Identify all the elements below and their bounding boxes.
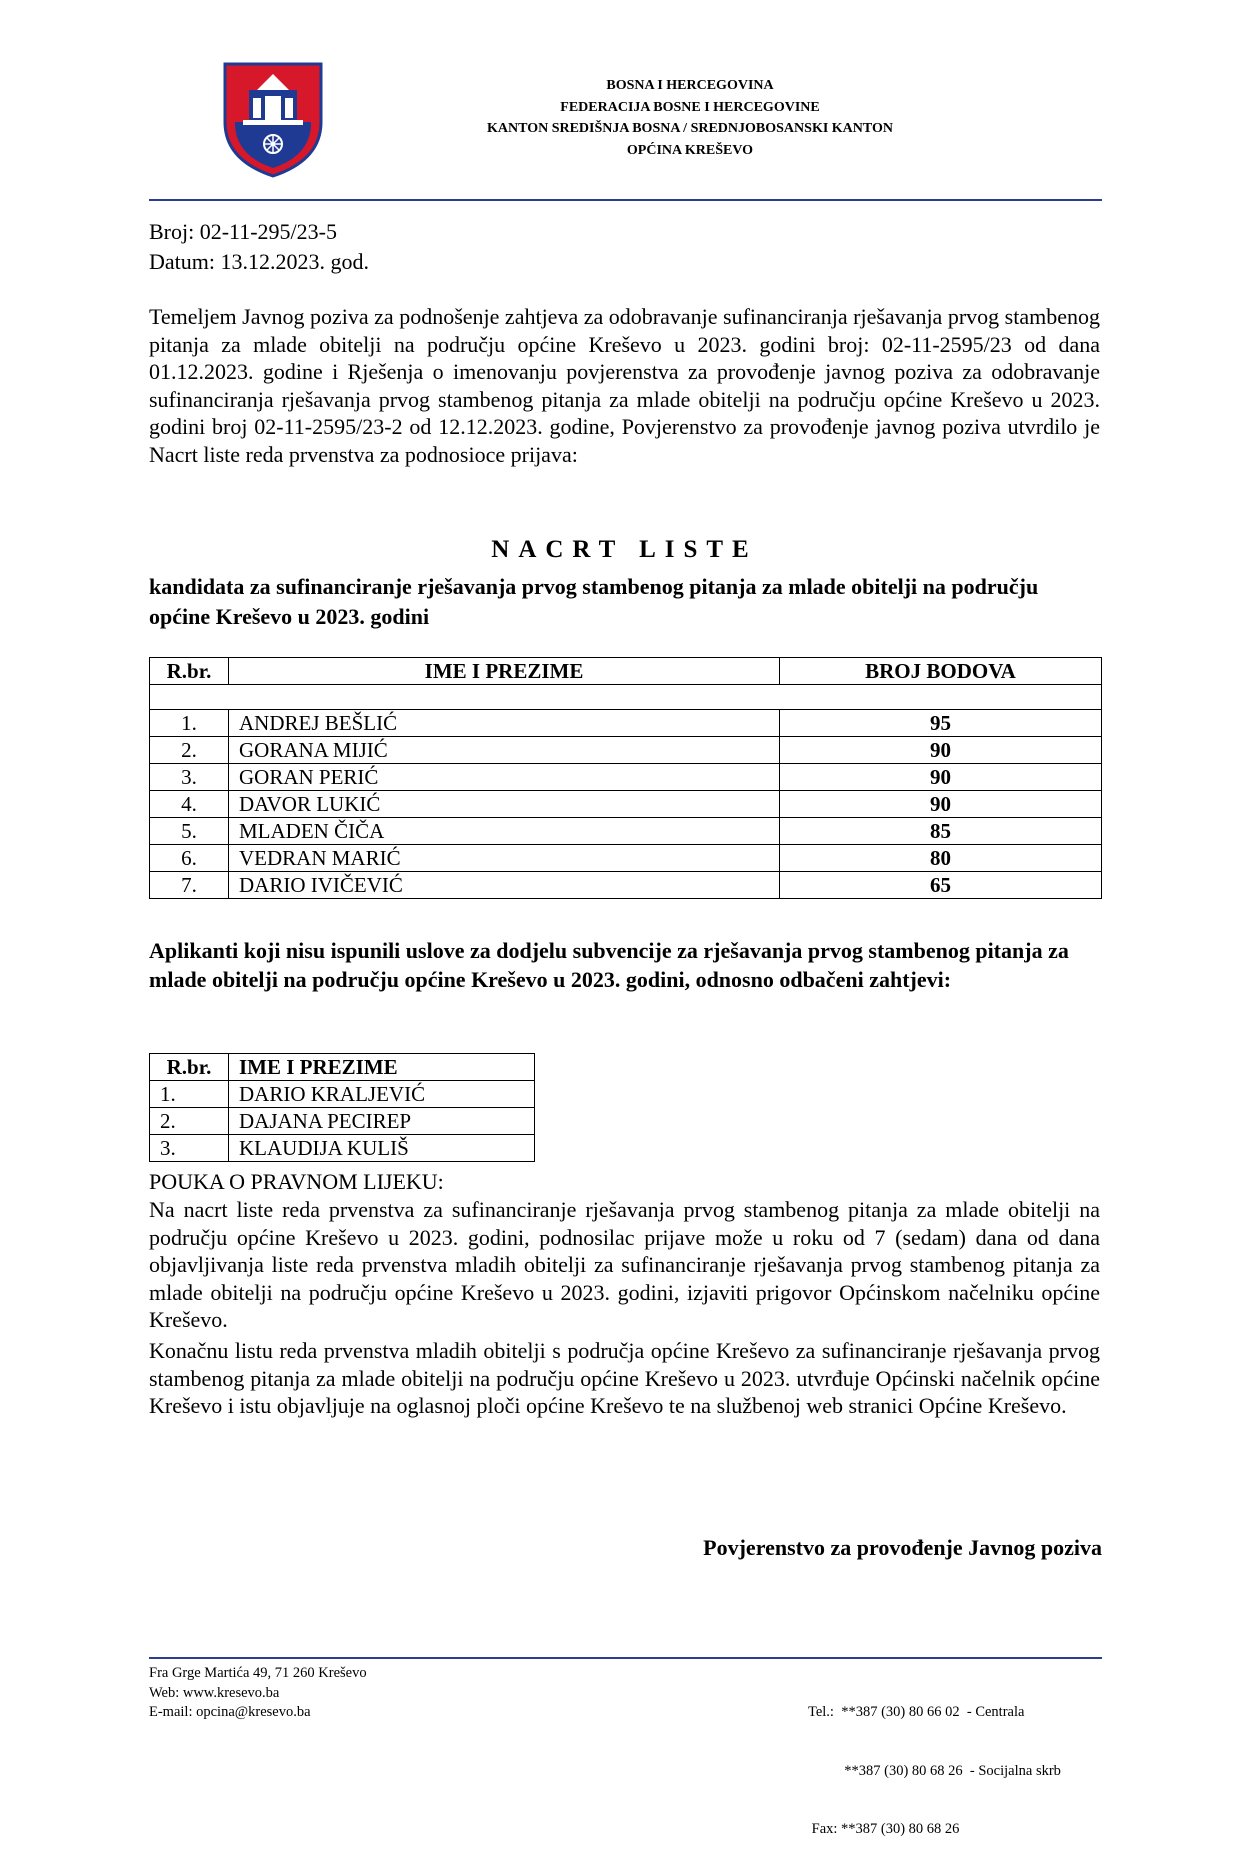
- table-row: [150, 710, 1102, 737]
- row-number: 4.: [150, 791, 229, 818]
- row-number: 1.: [150, 1081, 229, 1108]
- row-name: MLADEN ČIČA: [229, 818, 780, 845]
- column-header-name: IME I PREZIME: [229, 1054, 535, 1081]
- row-name: DARIO IVIČEVIĆ: [229, 872, 780, 899]
- legal-remedy-paragraph-1: Na nacrt liste reda prvenstva za sufinanciranje rješavanja prvog stambenog pitanja za mlade obitelji na području općine Kreševo u 2023. godini, podnosilac prijave može u roku od 7 (sedam) dana od dana objavljivanja liste reda prvenstva mladih obitelji za sufinanciranje rješavanja prvog stambenog pitanja za mlade obitelji na području općine Kreševo u 2023. godini, izjaviti prigovor Općinskom načelniku općine Kreševo.: [149, 1197, 1100, 1332]
- table-row: [150, 737, 1102, 764]
- row-number: 2.: [150, 1108, 229, 1135]
- ranking-table: [149, 657, 1102, 899]
- row-name: KLAUDIJA KULIŠ: [229, 1135, 535, 1162]
- reference-date: Datum: 13.12.2023. god.: [149, 249, 369, 274]
- header-line-municipality: OPĆINA KREŠEVO: [626, 142, 754, 158]
- row-name: DAJANA PECIREP: [229, 1108, 535, 1135]
- footer-divider: [149, 1657, 1102, 1659]
- row-number: 1.: [150, 710, 229, 737]
- municipality-crest: [221, 60, 325, 180]
- row-name: VEDRAN MARIĆ: [229, 845, 780, 872]
- header-divider: [149, 199, 1102, 201]
- header-line-country: BOSNA I HERCEGOVINA: [606, 78, 774, 93]
- row-name: DARIO KRALJEVIĆ: [229, 1081, 535, 1108]
- row-name: GORANA MIJIĆ: [229, 737, 780, 764]
- reference-number: Broj: 02-11-295/23-5: [149, 219, 337, 244]
- column-header-number: R.br.: [150, 1054, 229, 1081]
- row-name: ANDREJ BEŠLIĆ: [229, 710, 780, 737]
- footer-fax: Fax: **387 (30) 80 68 26: [808, 1821, 960, 1837]
- document-reference: [149, 217, 369, 277]
- table-row: [150, 791, 1102, 818]
- legal-remedy-paragraph-2: Konačnu listu reda prvenstva mladih obitelji s područja općine Kreševo za sufinanciranje rješavanja prvog stambenog pitanja za mlade obitelji na području općine Kreševo u 2023. utvrđuje Općinski načelnik općine Kreševo i istu objavljuje na oglasnoj ploči općine Kreševo te na službenoj web stranici Općine Kreševo.: [149, 1338, 1100, 1418]
- table-row: [150, 764, 1102, 791]
- footer-address: Fra Grge Martića 49, 71 260 Kreševo: [149, 1665, 367, 1681]
- signature-block: Povjerenstvo za provođenje Javnog poziva: [703, 1535, 1102, 1560]
- footer-tel-central: Tel.: **387 (30) 80 66 02 - Centrala: [808, 1704, 1025, 1720]
- row-number: 3.: [150, 764, 229, 791]
- row-points: 85: [780, 818, 1102, 845]
- row-name: DAVOR LUKIĆ: [229, 791, 780, 818]
- table-row: [150, 1108, 535, 1135]
- column-header-name: IME I PREZIME: [229, 658, 780, 685]
- row-points: 90: [780, 764, 1102, 791]
- footer-phone: [808, 1664, 1061, 1859]
- table-row: [150, 845, 1102, 872]
- column-header-number: R.br.: [150, 658, 229, 685]
- intro-paragraph: Temeljem Javnog poziva za podnošenje zahtjeva za odobravanje sufinanciranja rješavanja prvog stambenog pitanja za mlade obitelji na području općine Kreševo u 2023. godini broj: 02-11-2595/23 od dana 01.12.2023. godine i Rješenja o imenovanju povjerenstva za provođenje javnog poziva za odobravanje sufinanciranja rješavanja prvog stambenog pitanja za mlade obitelji na području općine Kreševo u 2023. godini broj 02-11-2595/23-2 od 12.12.2023. godine, Povjerenstvo za provođenje javnog poziva utvrdilo je Nacrt liste reda prvenstva za podnosioce prijava:: [149, 304, 1100, 467]
- institution-header: [430, 75, 950, 161]
- table-row: [150, 1135, 535, 1162]
- row-points: 95: [780, 710, 1102, 737]
- header-line-canton: KANTON SREDIŠNJA BOSNA / SREDNJOBOSANSKI KANTON: [487, 121, 893, 136]
- table-header-row: [150, 1054, 535, 1081]
- rejected-table: [149, 1053, 535, 1162]
- column-header-points: BROJ BODOVA: [780, 658, 1102, 685]
- footer-web-link[interactable]: Web: www.kresevo.ba: [149, 1684, 280, 1701]
- row-points: 90: [780, 791, 1102, 818]
- table-spacer-row: [150, 685, 1102, 710]
- row-number: 7.: [150, 872, 229, 899]
- footer-email-link[interactable]: E-mail: opcina@kresevo.ba: [149, 1704, 311, 1720]
- footer-contact: [149, 1664, 367, 1723]
- document-title: NACRT LISTE: [491, 536, 758, 563]
- row-number: 6.: [150, 845, 229, 872]
- row-points: 90: [780, 737, 1102, 764]
- footer-tel-social: **387 (30) 80 68 26 - Socijalna skrb: [808, 1762, 1061, 1779]
- table-row: [150, 1081, 535, 1108]
- row-points: 80: [780, 845, 1102, 872]
- header-line-federation: FEDERACIJA BOSNE I HERCEGOVINE: [560, 99, 820, 115]
- table-header-row: [150, 658, 1102, 685]
- row-number: 3.: [150, 1135, 229, 1162]
- table-row: [150, 818, 1102, 845]
- row-name: GORAN PERIĆ: [229, 764, 780, 791]
- row-points: 65: [780, 872, 1102, 899]
- document-subtitle: kandidata za sufinanciranje rješavanja prvog stambenog pitanja za mlade obitelji na području općine Kreševo u 2023. godini: [149, 574, 1039, 629]
- row-number: 5.: [150, 818, 229, 845]
- legal-remedy-heading: POUKA O PRAVNOM LIJEKU:: [149, 1169, 444, 1194]
- table-row: [150, 872, 1102, 899]
- rejected-heading: Aplikanti koji nisu ispunili uslove za dodjelu subvencije za rješavanja prvog stambenog pitanja za mlade obitelji na području općine Kreševo u 2023. godini, odnosno odbačeni zahtjevi:: [149, 938, 1069, 992]
- row-number: 2.: [150, 737, 229, 764]
